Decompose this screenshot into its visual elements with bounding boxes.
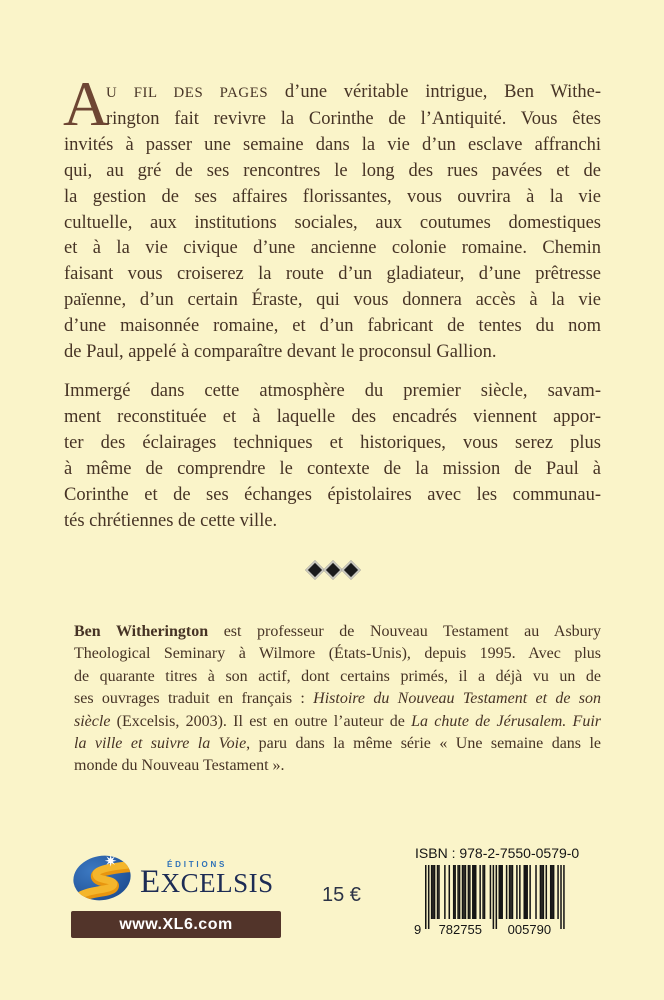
text-line (64, 211, 601, 237)
text-segment: tés chrétiennes de cette ville. (64, 510, 278, 531)
text-line (64, 80, 601, 107)
website-bar: www.XL6.com (71, 911, 281, 938)
barcode-digits: 005790 (507, 922, 552, 937)
text-segment: qui, au gré de ses rencontres le long des rues pavées et de (64, 160, 601, 181)
text-segment: ment reconstituée et à laquelle des encadrés viennent appor- (64, 406, 601, 427)
star-icon (105, 855, 117, 867)
text-segment: à même de comprendre le contexte de la mission de Paul à (64, 458, 601, 479)
text-segment: d’une maisonnée romaine, et d’un fabricant de tentes du nom (64, 316, 601, 337)
isbn-block (413, 845, 579, 937)
text-line (64, 159, 601, 185)
price: 15 € (322, 884, 361, 906)
text-segment: , paru dans la même série « Une semaine dans le (246, 735, 601, 753)
text-line (64, 405, 601, 431)
text-segment: rington fait revivre la Corinthe de l’Antiquité. Vous êtes (106, 108, 601, 129)
text-segment: faisant vous croiserez la route d’un gladiateur, d’une prêtresse (64, 264, 601, 285)
barcode (413, 865, 573, 937)
diamond-icon (323, 560, 343, 580)
author-bio (74, 621, 601, 778)
publisher-wordmark (140, 854, 274, 900)
text-line (64, 236, 601, 262)
barcode-digits: 9 (414, 922, 422, 937)
text-segment: (Excelsis, 2003). Il est en outre l’auteur de (110, 712, 412, 730)
text-segment: païenne, d’un certain Éraste, qui vous donnera accès à la vie (64, 290, 601, 311)
text-line (64, 431, 601, 457)
text-segment: La chute de Jérusalem. Fuir (411, 712, 601, 730)
text-segment: de quarante titres à son actif, dont certains primés, il a déjà vu un de (74, 667, 601, 685)
text-line (64, 509, 601, 535)
editions-label: ÉDITIONS (167, 860, 228, 869)
diamond-icon (305, 560, 325, 580)
publisher-name: EXCELSIS (140, 864, 274, 900)
dropcap: A (63, 68, 110, 139)
text-line (64, 379, 601, 405)
text-line (64, 107, 601, 133)
isbn-label: ISBN : 978-2-7550-0579-0 (415, 845, 580, 861)
text-line (74, 688, 601, 710)
text-line (74, 733, 601, 755)
text-segment: Ben Witherington (74, 623, 209, 640)
text-segment: invités à passer une semaine dans la vie d’un esclave affranchi (64, 134, 601, 155)
text-segment: est professeur de Nouveau Testament au Asbury (208, 623, 601, 640)
publisher-logo-icon (71, 854, 133, 902)
text-line (74, 643, 601, 665)
text-line (74, 711, 601, 733)
text-segment: monde du Nouveau Testament ». (74, 757, 285, 775)
text-line (64, 314, 601, 340)
text-line (64, 457, 601, 483)
text-segment: Theological Seminary à Wilmore (États-Unis), depuis 1995. Avec plus (74, 645, 601, 663)
diamond-icon (341, 560, 361, 580)
text-line (74, 755, 601, 777)
text-segment: de Paul, appelé à comparaître devant le proconsul Gallion. (64, 342, 497, 363)
text-segment: ses ouvrages traduit en français : (74, 690, 314, 708)
text-segment: siècle (74, 712, 111, 730)
diamond-separator (64, 563, 601, 577)
text-segment: et à la vie civique d’une ancienne colonie romaine. Chemin (64, 238, 601, 259)
text-line (64, 262, 601, 288)
text-line (64, 185, 601, 211)
text-line (64, 288, 601, 314)
text-segment: Histoire du Nouveau Testament et de son (313, 690, 601, 708)
text-segment: cultuelle, aux institutions sociales, aux coutumes domestiques (64, 212, 601, 233)
barcode-digits: 782755 (438, 922, 482, 937)
text-line (64, 340, 601, 366)
text-line (64, 483, 601, 509)
publisher-logo (71, 854, 274, 902)
text-segment: Immergé dans cette atmosphère du premier siècle, savam- (64, 380, 601, 401)
text-segment: la ville et suivre la Voie (74, 735, 247, 753)
text-line (74, 666, 601, 688)
text-segment: la gestion de ses affaires florissantes, vous ouvrira à la vie (64, 186, 601, 207)
text-line (74, 621, 601, 643)
text-line (64, 133, 601, 159)
text-segment: U FIL DES PAGES (106, 85, 269, 101)
synopsis-paragraph-1 (64, 80, 601, 366)
synopsis (64, 80, 601, 534)
text-segment: Corinthe et de ses échanges épistolaires avec les communau- (64, 484, 601, 505)
text-segment: ter des éclairages techniques et historiques, vous serez plus (64, 432, 601, 453)
text-segment: d’une véritable intrigue, Ben Withe- (268, 82, 601, 102)
synopsis-paragraph-2 (64, 379, 601, 534)
